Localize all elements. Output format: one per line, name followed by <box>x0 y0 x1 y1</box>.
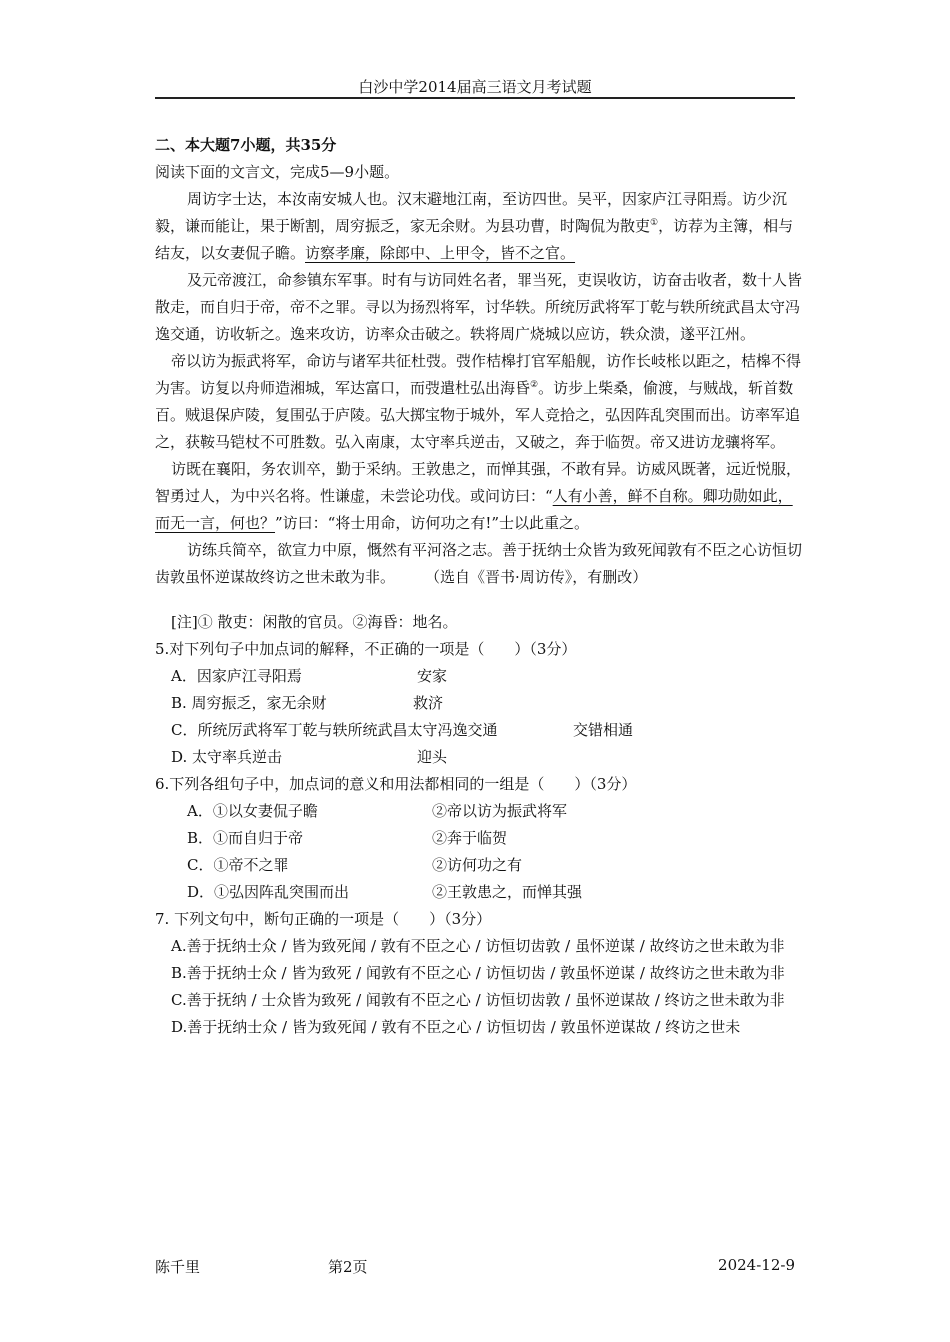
q5-option-d <box>155 744 805 771</box>
footer-date: 2024-12-9 <box>718 1256 795 1274</box>
document-body <box>155 132 805 1041</box>
footnote-mark-2: ② <box>530 380 539 390</box>
q5-option-a <box>155 663 805 690</box>
q7-stem: 7. 下列文句中，断句正确的一项是（ ）（3分） <box>155 910 492 928</box>
q5-option-c-text: C．所统厉武将军丁乾与轶所统武昌太守冯逸交通 <box>171 721 498 739</box>
footer-page-number: 第2页 <box>328 1258 368 1276</box>
q6-option-a-left: A．①以女妻侃子瞻 <box>187 802 318 820</box>
p1-text-b: ，访荐为主簿，相与结友，以女妻侃子瞻。 <box>155 217 794 262</box>
p3-text-b: 。访步上柴桑，偷渡，与贼战，斩首数百。贼退保庐陵，复围弘于庐陵。弘大掷宝物于城外，军人竞拾之，弘因阵乱突围而出。访率军追之，获鞍马铠杖不可胜数。弘入南康，太守率兵逆击，又破之，奔于临贺。帝又进访龙骧将军。 <box>155 379 801 451</box>
passage-paragraph-1 <box>155 186 805 267</box>
q7-option-c: C.善于抚纳 / 士众皆为致死 / 闻敦有不臣之心 / 访恒切齿敦 / 虽怀逆谋故 / 终访之世未敢为非 <box>171 991 785 1009</box>
footnote-mark-1: ① <box>650 218 659 228</box>
q7-option-d: D.善于抚纳士众 / 皆为致死闻 / 敦有不臣之心 / 访恒切齿 / 敦虽怀逆谋故 / 终访之世未 <box>171 1018 741 1036</box>
p1-underlined-sentence: 访察孝廉，除郎中、上甲令，皆不之官。 <box>305 244 576 262</box>
q5-option-d-text: D. 太守率兵逆击 <box>171 748 283 766</box>
q6-stem: 6.下列各组句子中，加点词的意义和用法都相同的一组是（ ）（3分） <box>155 775 637 793</box>
q5-option-c-answer: 交错相通 <box>573 721 634 739</box>
q5-option-a-answer: 安家 <box>417 667 448 685</box>
q6-option-d <box>155 879 805 906</box>
q5-option-a-text: A．因家庐江寻阳焉 <box>171 667 302 685</box>
passage-paragraph-5 <box>155 537 805 591</box>
p1-text-a: 周访字士达，本汝南安城人也。汉末避地江南，至访四世。吴平，因家庐江寻阳焉。访少沉毅，谦而能让，果于断割，周穷振乏，家无余财。为县功曹，时陶侃为散吏 <box>155 190 788 235</box>
q7-option-a: A.善于抚纳士众 / 皆为致死闻 / 敦有不臣之心 / 访恒切齿敦 / 虽怀逆谋 / 故终访之世未敢为非 <box>171 937 785 955</box>
q7-option-b: B.善于抚纳士众 / 皆为致死 / 闻敦有不臣之心 / 访恒切齿 / 敦虽怀逆谋 / 故终访之世未敢为非 <box>171 964 785 982</box>
passage-paragraph-4 <box>155 456 805 537</box>
header-rule <box>155 97 795 99</box>
q6-option-a <box>155 798 805 825</box>
p4-underlined-sentence: 人有小善，鲜不自称。卿功勋如此，而无一言，何也？ <box>155 487 793 532</box>
q5-option-b-text: B. 周穷振乏，家无余财 <box>171 694 327 712</box>
section-title: 二、本大题7小题，共35分 <box>155 136 337 154</box>
p3-text-a: 帝以访为振武将军，命访与诸军共征杜弢。弢作桔槔打官军船舰，访作长岐枨以距之，桔槔不得为害。访复以舟师造湘城，军达富口，而弢遣杜弘出海昏 <box>155 352 802 397</box>
passage-source: （选自《晋书·周访传》，有删改） <box>432 568 648 586</box>
p4-text-b: ”访曰：“将士用命，访何功之有!”士以此重之。 <box>275 514 590 532</box>
q6-option-b-left: B．①而自归于帝 <box>187 829 304 847</box>
passage-paragraph-3 <box>155 348 805 456</box>
q6-option-b-right: ②奔于临贺 <box>432 829 508 847</box>
q6-option-c <box>155 852 805 879</box>
q5-option-b-answer: 救济 <box>413 694 444 712</box>
q5-option-d-answer: 迎头 <box>417 748 448 766</box>
q5-stem: 5.对下列句子中加点词的解释，不正确的一项是（ ）（3分） <box>155 640 577 658</box>
p5-text: 访练兵简卒，欲宣力中原，慨然有平河洛之志。善于抚纳士众皆为致死闻敦有不臣之心访恒切齿敦虽怀逆谋故终访之世未敢为非。 <box>155 541 803 586</box>
page-header-title: 白沙中学2014届高三语文月考试题 <box>358 78 592 96</box>
q6-option-d-right: ②王敦患之，而惮其强 <box>432 883 583 901</box>
q6-option-a-right: ②帝以访为振武将军 <box>432 802 568 820</box>
footer-author: 陈千里 <box>155 1258 201 1276</box>
q6-option-c-left: C．①帝不之罪 <box>187 856 289 874</box>
passage-note: [注]① 散吏：闲散的官员。②海昏：地名。 <box>171 613 458 631</box>
section-instruction: 阅读下面的文言文，完成5—9小题。 <box>155 163 400 181</box>
passage-paragraph-2: 及元帝渡江，命参镇东军事。时有与访同姓名者，罪当死，吏误收访，访奋击收者，数十人皆散走，而自归于帝，帝不之罪。寻以为扬烈将军，讨华轶。所统厉武将军丁乾与轶所统武昌太守冯逸交通，访收斩之。逸来攻访，访率众击破之。轶将周广烧城以应访，轶众溃，遂平江州。 <box>155 271 803 343</box>
q5-option-b <box>155 690 805 717</box>
q6-option-b <box>155 825 805 852</box>
q6-option-d-left: D．①弘因阵乱突围而出 <box>187 883 350 901</box>
q5-option-c <box>155 717 805 744</box>
p4-text-a: 访既在襄阳，务农训卒，勤于采纳。王敦患之，而惮其强，不敢有异。访威风既著，远近悦服，智勇过人，为中兴名将。性谦虚，未尝论功伐。或问访曰：“ <box>155 460 802 505</box>
q6-option-c-right: ②访何功之有 <box>432 856 523 874</box>
